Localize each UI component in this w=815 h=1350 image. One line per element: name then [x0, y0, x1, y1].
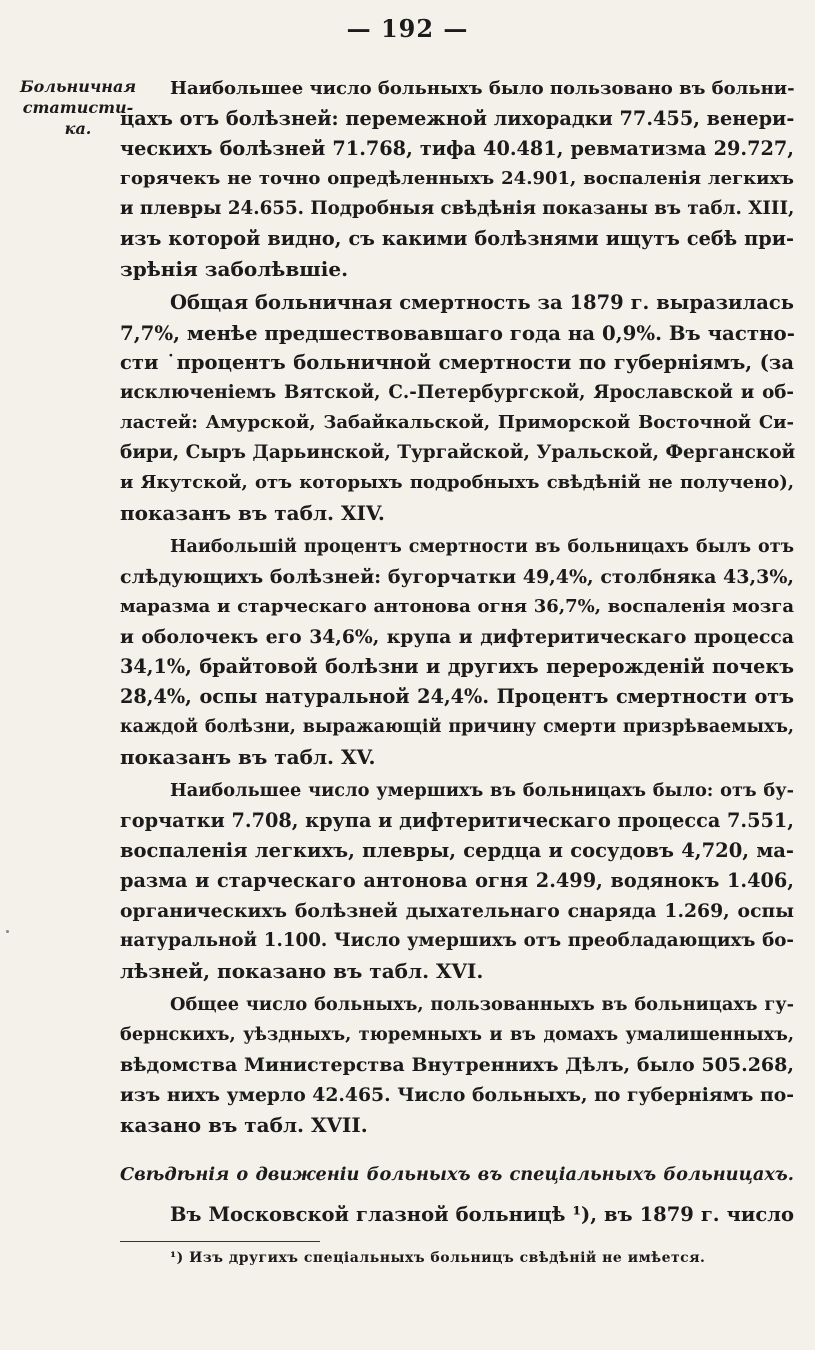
text-line: и Якутской, отъ которыхъ подробныхъ свѣдѣній не получено), — [120, 472, 794, 493]
text-line: показанъ въ табл. XIV. — [120, 501, 385, 525]
text-line: и оболочекъ его 34,6%, крупа и дифтеритическаго процесса — [120, 626, 794, 648]
text-line: исключеніемъ Вятской, С.-Петербургской, Ярославской и об- — [120, 382, 794, 403]
text-line: ческихъ болѣзней 71.768, тифа 40.481, ревматизма 29.727, — [120, 137, 794, 160]
footnote: ¹) Изъ другихъ спеціальныхъ больницъ свѣдѣній не имѣется. — [170, 1250, 706, 1266]
text-line: горячекъ не точно опредѣленныхъ 24.901, воспаленія легкихъ — [120, 168, 794, 189]
text-line: 7,7%, менѣе предшествовавшаго года на 0,9%. Въ частно- — [120, 321, 795, 345]
text-line: каждой болѣзни, выражающій причину смерти призрѣваемыхъ, — [120, 717, 794, 737]
text-line: воспаленія легкихъ, плевры, сердца и сосудовъ 4,720, ма- — [120, 839, 794, 862]
text-line: зрѣнія заболѣвшіе. — [120, 257, 349, 281]
text-line: показанъ въ табл. XV. — [120, 745, 376, 769]
page-number: — 192 — — [346, 14, 469, 43]
text-line: 28,4%, оспы натуральной 24,4%. Процентъ смертности отъ — [120, 685, 794, 708]
section-heading: Свѣдѣнія о движеніи больныхъ въ спеціальныхъ больницахъ. — [120, 1164, 794, 1185]
text-line: сти ˙процентъ больничной смертности по губерніямъ, (за — [120, 351, 794, 374]
text-line: разма и старческаго антонова огня 2.499, водянокъ 1.406, — [120, 869, 794, 892]
margin-note-line: Больничная — [19, 77, 137, 96]
text-line: вѣдомства Министерства Внутреннихъ Дѣлъ, было 505.268, — [120, 1054, 794, 1076]
text-line: слѣдующихъ болѣзней: бугорчатки 49,4%, столбняка 43,3%, — [120, 566, 794, 588]
margin-note-line: ка. — [64, 119, 92, 138]
text-line: Общее число больныхъ, пользованныхъ въ больницахъ гу- — [170, 994, 794, 1015]
text-line: цахъ отъ болѣзней: перемежной лихорадки 77.455, венери- — [120, 107, 795, 130]
text-line: казано въ табл. XVII. — [120, 1113, 368, 1137]
text-line: Наибольшій процентъ смертности въ больницахъ былъ отъ — [170, 537, 794, 557]
text-line: натуральной 1.100. Число умершихъ отъ преобладающихъ бо- — [120, 930, 794, 951]
text-line: и плевры 24.655. Подробныя свѣдѣнія показаны въ табл. XIII, — [120, 198, 795, 219]
footnote-divider — [120, 1241, 320, 1242]
text-line: Наибольшее число больныхъ было пользовано въ больни- — [170, 78, 795, 99]
text-line: Общая больничная смертность за 1879 г. выразилась — [170, 291, 794, 314]
text-line: 34,1%, брайтовой болѣзни и другихъ перерожденій почекъ — [120, 655, 794, 678]
text-line: маразма и старческаго антонова огня 36,7%, воспаленія мозга — [120, 596, 794, 617]
margin-note-line: статисти- — [22, 98, 134, 117]
text-line: органическихъ болѣзней дыхательнаго снаряда 1.269, оспы — [120, 900, 794, 922]
paragraph — [120, 990, 794, 1140]
text-line: ластей: Амурской, Забайкальской, Приморской Восточной Си- — [120, 412, 794, 433]
paragraph — [120, 74, 794, 284]
text-line: Наибольшее число умершихъ въ больницахъ было: отъ бу- — [170, 780, 794, 801]
text-line: лѣзней, показано въ табл. XVI. — [120, 959, 484, 983]
text-line: изъ которой видно, съ какими болѣзнями ищутъ себѣ при- — [120, 227, 794, 250]
paper-speck — [6, 930, 9, 933]
text-line: бири, Сыръ Дарьинской, Тургайской, Уральской, Ферганской — [120, 442, 796, 463]
text-line: бернскихъ, уѣздныхъ, тюремныхъ и въ домахъ умалишенныхъ, — [120, 1024, 794, 1045]
text-line: Въ Московской глазной больницѣ ¹), въ 1879 г. число — [170, 1203, 794, 1226]
paragraph — [120, 776, 794, 986]
paragraph — [120, 532, 794, 772]
paragraph — [120, 288, 794, 528]
text-line: изъ нихъ умерло 42.465. Число больныхъ, по губерніямъ по- — [120, 1084, 794, 1106]
body-text — [120, 74, 794, 1140]
text-line: горчатки 7.708, крупа и дифтеритическаго процесса 7.551, — [120, 809, 794, 832]
